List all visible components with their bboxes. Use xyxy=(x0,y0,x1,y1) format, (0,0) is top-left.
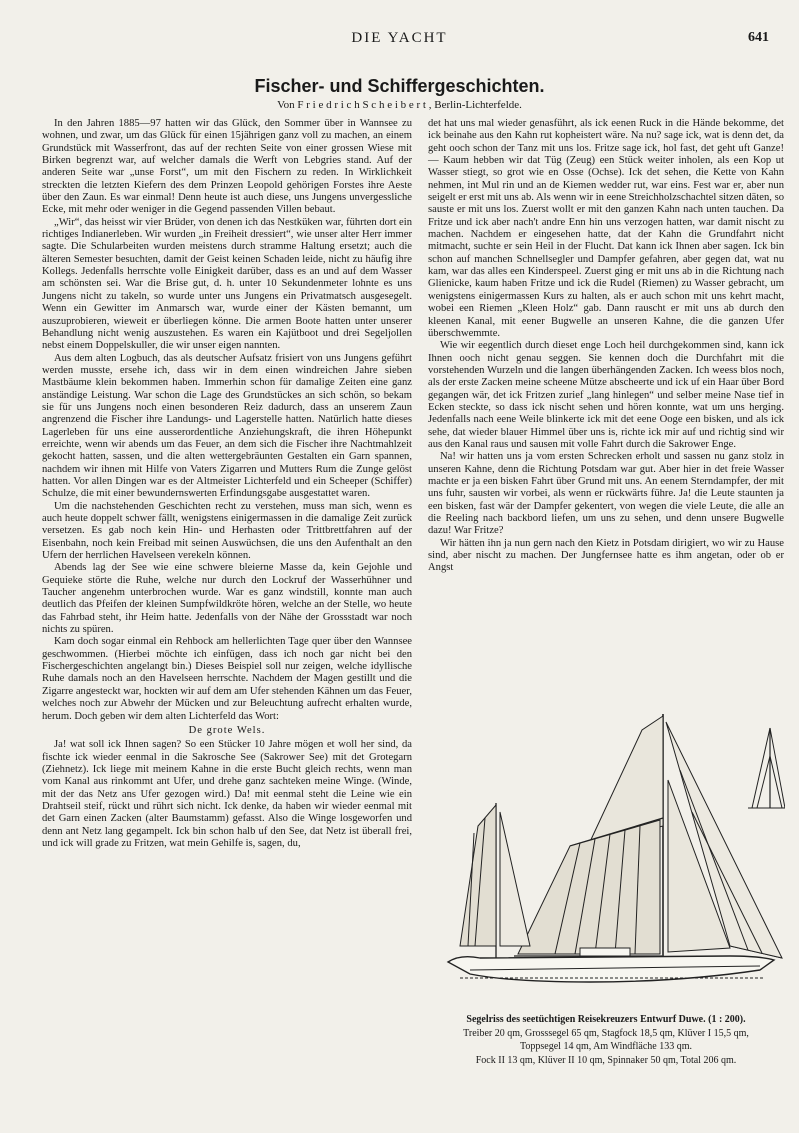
paragraph: Ja! wat soll ick Ihnen sagen? So een Stücker 10 Jahre mögen et woll her sind, da fischte ick wieder eenmal in die Sakrosche See (Sakrower See) mit det Grotegarn (Ziehnetz). Ick liege mit meinem Kahne in die erste Bucht gleich rechts, wenn man vom Kanal aus rinkommt ant Ufer, und drehe ganz sachteken meine Winge. (Winde, mit der das Netz ans Ufer gezogen wird.) Da! mit eenmal steht die Leine wie ein Drahtseil steif, rückt und rührt sich nicht. Ick denke, da haben wir wieder eenmal mit det Garn einen Zacken (alter Baumstamm) gefasst. Also die Winge losgeworfen und denn ant Netz lang gegampelt. Ick bin schon halb uf den See, dat Netz ist überall frei, und ick will grade zu Fritzen, wat mein Gehilfe is, sagen, du, xyxy=(42,739,412,849)
paragraph: Um die nachstehenden Geschichten recht zu verstehen, muss man sich, wenn es auch heute doppelt schwer fällt, wenigstens einigermassen in die damalige Zeit zurück versetzen. Es gab noch kein Hin- und Herhasten oder Trittbrettfahren auf der Eisenbahn, noch kein Freibad mit seinen Auswüchsen, die uns den Aufenthalt an den Ufern der herrlichen Havelseen verekeln können. xyxy=(42,500,412,562)
sail-plan-figure xyxy=(430,708,785,1010)
paragraph: Kam doch sogar einmal ein Rehbock am hellerlichten Tage quer über den Wannsee geschwommen. (Hierbei möchte ich einfügen, dass ich noch gar nicht bei den Fischergeschichten angelangt bin.) Dieses Beispiel soll nur zeigen, welche idyllische Ruhe damals noch an den Havelseen herrschte. Nachdem der Magen gestillt und die Zigarre angesteckt war, hockten wir auf dem am Ufer stehenden Kähnen um das Feuer, welches noch zur Abwehr der Mücken und zur Beleuchtung aufrecht erhalten wurde, herum. Doch geben wir dem alten Lichterfeld das Wort: xyxy=(42,636,412,722)
caption-line: Fock II 13 qm, Klüver II 10 qm, Spinnaker 50 qm, Total 206 qm. xyxy=(475,1054,737,1066)
paragraph: „Wir“, das heisst wir vier Brüder, von denen ich das Nestküken war, führten dort ein richtiges Indianerleben. Wir wurden „in Freiheit dressiert“, wie unser alter Herr immer sagte. Die Schularbeiten wurden meistens durch stramme Haltung ersetzt; auch die älteren Semester besuchten, damit der Geist keinen Schaden leide, nicht zu häufig ihre Kollegs. Jedenfalls herrschte volle Einigkeit darüber, dass es an und auf dem Wasser am schönsten sei. War die Brise gut, d. h. unter 10 Sekundenmeter lohnte es uns Jungens nicht zu takeln, so wurde unter uns Jungens ein Privatmatsch ausgesegelt. Wenn ein Gewitter im Anmarsch war, wurde einer der Kästen bemannt, um auszuprobieren, wieweit er überliegen könne. Die armen Boote hatten unter unserer Behandlung nicht wenig auszustehen. Es waren ein Kajütboot und drei Segeljollen nebst einem Doppelskuller, die wir unser eigen nannten. xyxy=(42,216,412,352)
paragraph: Na! wir hatten uns ja vom ersten Schrecken erholt und sassen nu ganz stolz in unseren Kahne, denn die Richtung Potsdam war gut. Aber hier in det freie Wasser machte er ja een bisken Fahrt über Grund mit uns. An eenem Sterndampfer, der mit uns fuhr, sausten wir vorbei, als wenn er rückwärts führe. Ja! die Leute staunten ja een bisken, fast wär der Dampfer gekentert, von wegen die viele Leute, die alle an die Reeling nach backbord liefen, um uns zu sehen, und denn unsere Bugwelle dazu! War Fritze? xyxy=(428,451,784,537)
paragraph: det hat uns mal wieder genasführt, als ick eenen Ruck in die Hände bekomme, det ick beinahe aus den Kahn rut kopheistert wäre. Na nu? sage ick, wat is denn det, da geht ooch schon der Tanz mit uns los. Fritze sage ick, hol fast, det geht uft Ganze! — Kaum hebben wir dat Tüg (Zeug) een Stück weiter inholen, als een Kop ut Wasser stiegt, so grot wie en Osse (Ochse). Ick det sehen, die Kette von Kahn nehmen, int Mul rin und an de Kiemen wedder rut, war eins. Fest war er, aber nun seigelt er erst mit uns ab. Als wenn wir in eene Streichholzschachtel sitzen däten, so sauste er mit uns los. Zuerst wollt er mit den ganzen Kahn nach unten tauchen. Da Fritze und ick aber nach't andre Enn hin uns verzogen hatten, war damit nischt zu machen. Nachdem er eingesehen hatte, dat der Kahn die Grundfahrt nicht mitmacht, suchte er sein Heil in der Flucht. Dat kann ick Ihnen aber sagen. Ick bin schon auf manchen Schnellsegler und Dampfer gefahren, aber gegen dat, wat nu kam, war das alles een Kinderspeel. Zuerst ging er mit uns ab in die Richtung nach Glienicke, kaum haben Fritze und ick die Rudel (Riemen) zu Wasser gebracht, um wenigstens einigermassen Kurs zu halten, als er auch schon mit uns kehrt macht, wobei een Riemen „Kleen Holz“ gab. Dann rauscht er mit uns ab durch den kleenen Kanal, mit eener Bugwelle an unseren Kahne, die die ganzen Ufer überschwemmte. xyxy=(428,118,784,339)
section-subheading: De grote Wels. xyxy=(188,724,266,736)
paragraph: Aus dem alten Logbuch, das als deutscher Aufsatz frisiert von uns Jungens geführt werden musste, ersehe ich, dass wir in dem einen windreichen Jahre sieben Mastbäume klein bekommen haben. Immerhin schon für damalige Zeiten eine ganz anständige Leistung. War schon die Lage des Grundstückes an sich schön, so bekam sie für uns Jungens noch einen besonderen Reiz dadurch, dass an unserem Zaun angrenzend die Fischer ihre Landungs- und Lagerstelle hatten. Natürlich hatte dieses Lagerleben für uns eine ausserordentliche Anziehungskraft, die ihren Höhepunkt erreichte, wenn wir abends um das Feuer, an dem sich die Fischer ihre Nachtmahlzeit gekocht hatten, sassen, und die alten wettergebräunten Gestalten ein Garn spannen, nachdem wir ihnen mit Hilfe von Vaters Zigarren und Mutters Rum die Zunge gelöst hatten. Vor allen Dingen war es der Altmeister Lichterfeld und ein Scheeper (Schiffer) Schulze, die mit einer bewundernswerten Erfindungsgabe ausgestattet waren. xyxy=(42,352,412,500)
paragraph: Wir hätten ihn ja nun gern nach den Kietz in Potsdam dirigiert, wo wir zu Hause sind, aber nischt zu machen. Der Jungfernsee hatte es ihm angetan, oder ob er Angst xyxy=(428,537,784,574)
page-number: 641 xyxy=(748,30,769,45)
figure-caption xyxy=(428,1013,784,1067)
journal-name: DIE YACHT xyxy=(351,30,448,46)
paragraph: Abends lag der See wie eine schwere bleierne Masse da, kein Gejohle und Gequieke störte die Ruhe, welche nur durch den Lockruf der Wasserhühner und Taucher angenehm unterbrochen wurde. War es ganz windstill, konnte man auch deutlich das Pfeifen der kleinen Sumpfwildkröte hören, welche an der Stelle, wo heute das Fahrbad steht, ihr Heim hatte. Jedenfalls von der Nähe der Grossstadt war noch nichts zu spüren. xyxy=(42,562,412,636)
article-author: Von F r i e d r i c h S c h e i b e r t , Berlin-Lichterfelde. xyxy=(277,99,522,111)
sail-plan-drawing xyxy=(430,708,785,1010)
paragraph: In den Jahren 1885—97 hatten wir das Glück, den Sommer über in Wannsee zu wohnen, und zwar, um das Glück für einen 15jährigen ganz voll zu machen, an einem Grundstück mit Wasserfront, das auf der rechten Seite von einer grossen Wiese mit Birken begrenzt war, auf welcher damals die Werft von Lebgries stand. Auf der anderen Seite war „unse Forst“, um mit den Fischern zu reden. In Wirklichkeit streckten die letzten Kiefern des dem Prinzen Leopold gehörigen Forstes ihre Aeste über den Zaun. Es war einmal! Denn heute ist auch diese, uns Jungens unvergessliche Ecke, mit mehr oder weniger in die Gegend passenden Villen bebaut. xyxy=(42,118,412,216)
paragraph: Wie wir eegentlich durch dieset enge Loch heil durchgekommen sind, kann ick Ihnen ooch nicht genau seggen. Sie kennen doch die Durchfahrt mit die vorstehenden Wurzeln und die langen überhängenden Zacken. Ich weess blos noch, als der erste Zacken meine scheene Mütze abscheerte und ick uf ein Haar über Bord gegangen wär, det ick Fritzen zurief „lang hinlegen“ und selber meine Nase tief in Ecken steckte, so dass ick nischt sehen und hören konnte, wat um uns herging. Jedenfalls nach eene Weile blinkerte ick mit det eene Ooge een bisken, und als ick sehe, dat wieder blauer Himmel über uns is, richte ick mir auf und richtig sind wir aus den Kanal raus und sausen mit volle Fahrt durch die Sakrower Enge. xyxy=(428,340,784,450)
caption-line: Treiber 20 qm, Grosssegel 65 qm, Stagfock 18,5 qm, Klüver I 15,5 qm, xyxy=(463,1027,749,1039)
caption-title: Segelriss des seetüchtigen Reisekreuzers Entwurf Duwe. (1 : 200). xyxy=(466,1014,746,1025)
left-column xyxy=(42,118,412,1093)
article-title: Fischer- und Schiffergeschichten. xyxy=(254,76,545,96)
page-header xyxy=(0,30,799,54)
caption-line: Toppsegel 14 qm, Am Windfläche 133 qm. xyxy=(519,1041,693,1052)
right-column xyxy=(428,118,784,708)
